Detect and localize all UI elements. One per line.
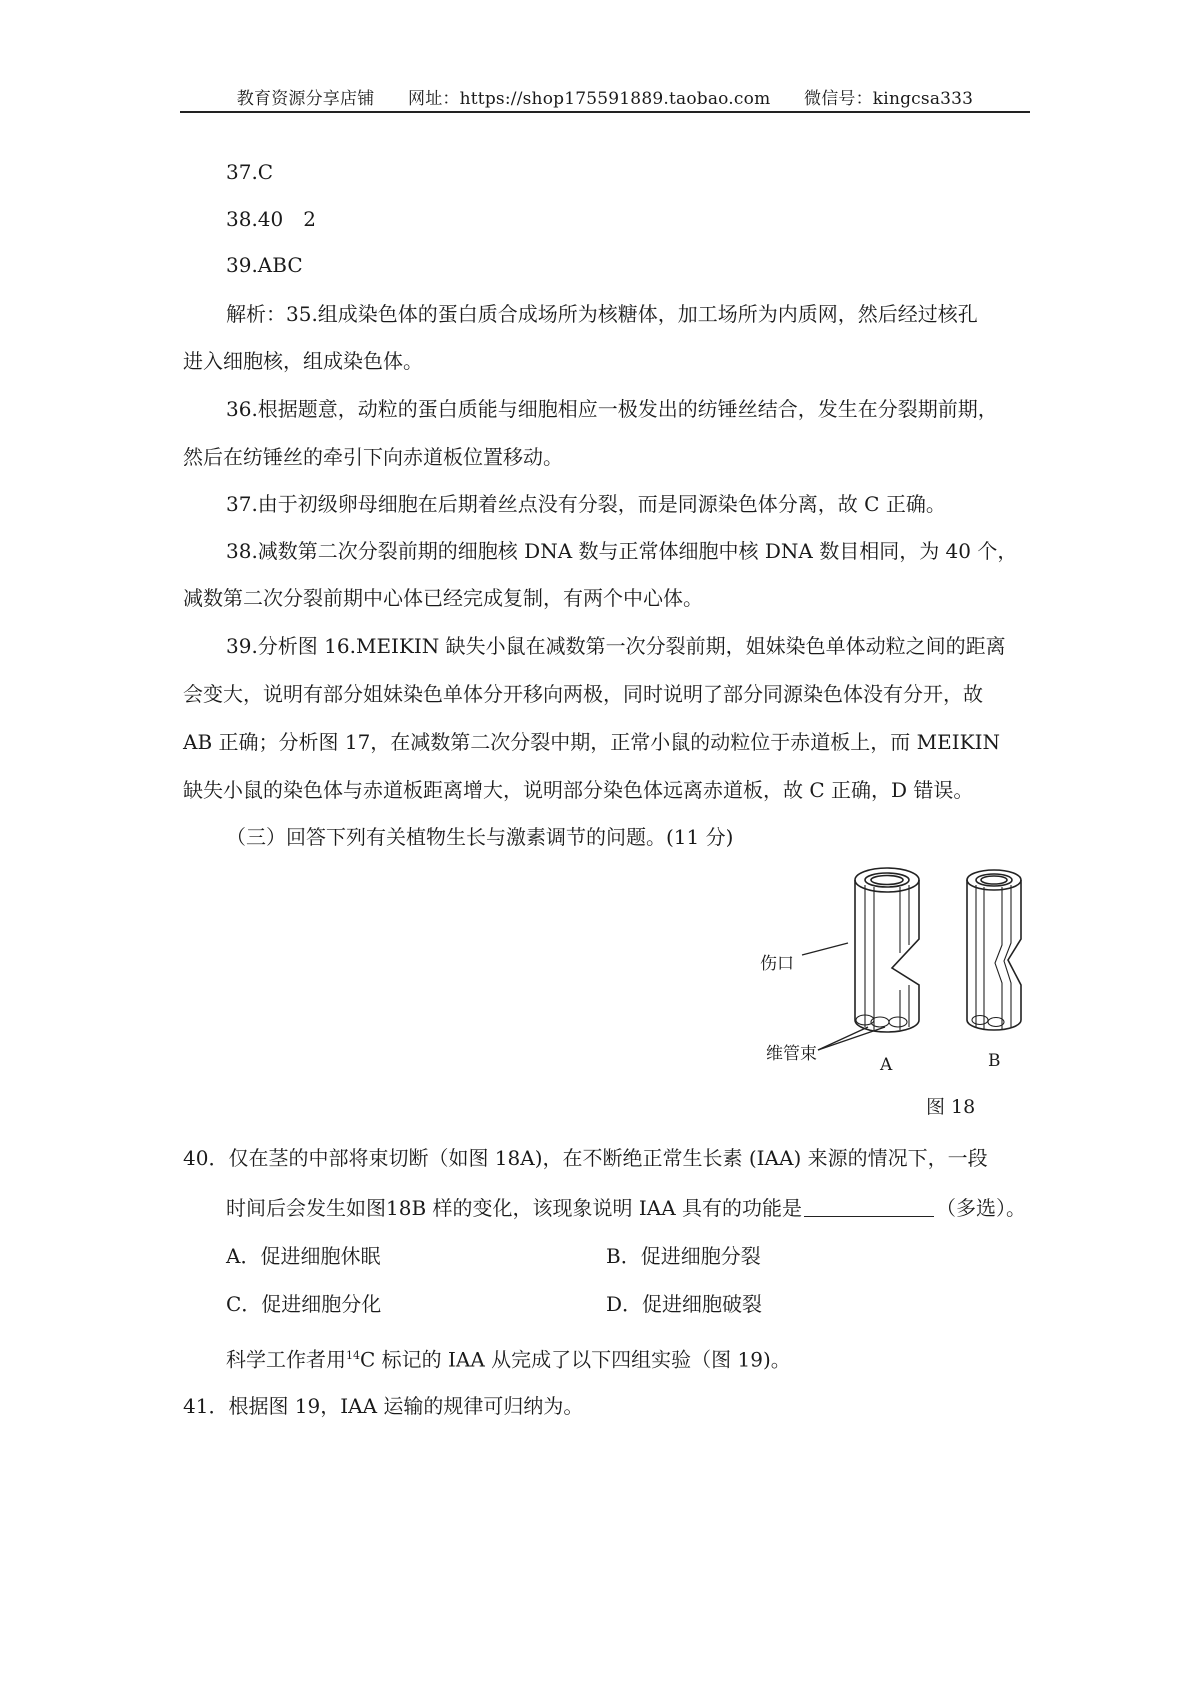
experiment-suffix: C 标记的 IAA 从完成了以下四组实验（图 19)。 xyxy=(360,1347,791,1372)
answer-39: 39.ABC xyxy=(226,253,303,277)
experiment-intro xyxy=(226,1342,791,1374)
analysis-line: 然后在纺锤丝的牵引下向赤道板位置移动。 xyxy=(183,445,563,469)
answer-38: 38.40 2 xyxy=(226,207,316,231)
stem-a-label: A xyxy=(880,1055,893,1075)
header-wechat: 微信号：kingcsa333 xyxy=(804,89,974,109)
question-40-suffix: （多选）。 xyxy=(936,1196,1027,1220)
analysis-line: 38.减数第二次分裂前期的细胞核 DNA 数与正常体细胞中核 DNA 数目相同，为 40 个， xyxy=(226,539,1018,563)
question-40-text-cont xyxy=(226,1194,1026,1222)
header-rule xyxy=(180,111,1030,113)
analysis-line: AB 正确；分析图 17，在减数第二次分裂中期，正常小鼠的动粒位于赤道板上，而 MEIKIN xyxy=(183,730,1000,754)
option-d: D．促进细胞破裂 xyxy=(606,1292,763,1316)
answer-37: 37.C xyxy=(226,160,274,184)
option-b: B．促进细胞分裂 xyxy=(606,1244,761,1268)
stem-b-label: B xyxy=(988,1051,1001,1071)
analysis-line: 减数第二次分裂前期中心体已经完成复制，有两个中心体。 xyxy=(183,586,703,610)
option-c: C．促进细胞分化 xyxy=(226,1292,382,1316)
analysis-line: 39.分析图 16.MEIKIN 缺失小鼠在减数第一次分裂前期，姐妹染色单体动粒之间的距离 xyxy=(226,634,1006,658)
isotope-superscript: 14 xyxy=(346,1349,360,1362)
vascular-bundle-label: 维管束 xyxy=(766,1044,817,1064)
question-40-prefix: 时间后会发生如图18B 样的变化，该现象说明 IAA 具有的功能是 xyxy=(226,1196,803,1220)
wound-label: 伤口 xyxy=(760,954,794,974)
header-shop: 教育资源分享店铺 xyxy=(236,89,375,109)
analysis-line: 会变大，说明有部分姐妹染色单体分开移向两极，同时说明了部分同源染色体没有分开，故 xyxy=(183,682,983,706)
analysis-line: 37.由于初级卵母细胞在后期着丝点没有分裂，而是同源染色体分离，故 C 正确。 xyxy=(226,492,946,516)
figure-18 xyxy=(740,855,1040,1120)
analysis-line: 解析：35.组成染色体的蛋白质合成场所为核糖体，加工场所为内质网，然后经过核孔 xyxy=(226,302,978,326)
question-40-text: 40．仅在茎的中部将束切断（如图 18A)，在不断绝正常生长素 (IAA) 来源的情况下，一段 xyxy=(183,1146,988,1170)
header-site: 网址：https://shop175591889.taobao.com xyxy=(408,89,771,109)
option-a: A．促进细胞休眠 xyxy=(226,1244,381,1268)
answer-blank[interactable] xyxy=(804,1196,934,1217)
section-3-heading: （三）回答下列有关植物生长与激素调节的问题。(11 分) xyxy=(226,825,734,849)
stem-diagram xyxy=(740,855,1040,1120)
analysis-line: 36.根据题意，动粒的蛋白质能与细胞相应一极发出的纺锤丝结合，发生在分裂期前期， xyxy=(226,397,998,421)
page-header xyxy=(180,84,1030,109)
question-41-text: 41．根据图 19，IAA 运输的规律可归纳为。 xyxy=(183,1394,584,1418)
figure-18-caption: 图 18 xyxy=(926,1096,976,1118)
analysis-line: 缺失小鼠的染色体与赤道板距离增大，说明部分染色体远离赤道板，故 C 正确，D 错误。 xyxy=(183,778,974,802)
analysis-line: 进入细胞核，组成染色体。 xyxy=(183,349,423,373)
experiment-prefix: 科学工作者用 xyxy=(226,1347,346,1372)
